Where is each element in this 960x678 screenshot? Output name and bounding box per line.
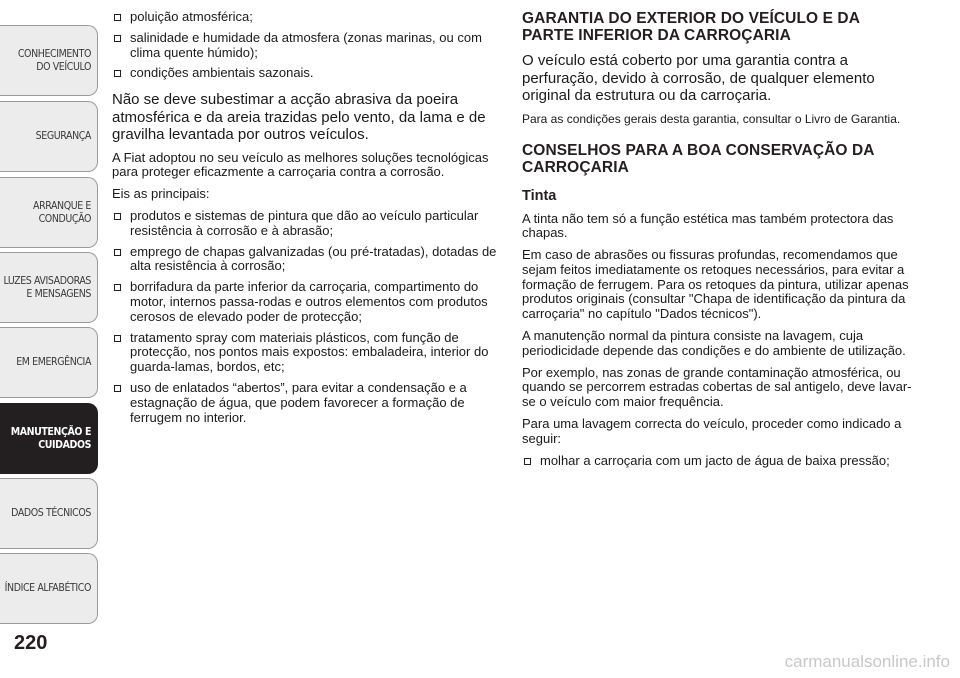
left-column <box>112 10 502 431</box>
checkbox-bullet-icon <box>114 213 121 220</box>
section-heading-conselhos: CONSELHOS PARA A BOA CONSERVAÇÃO DA CARROÇARIA <box>522 141 874 176</box>
list-item: produtos e sistemas de pintura que dão ao veículo particular resistência à corrosão e à abrasão; <box>112 209 502 239</box>
checkbox-bullet-icon <box>114 284 121 291</box>
checkbox-bullet-icon <box>114 249 121 256</box>
paragraph-livro-garantia: Para as condições gerais desta garantia, consultar o Livro de Garantia. <box>522 111 901 126</box>
checkbox-bullet-icon <box>114 335 121 342</box>
list-item: uso de enlatados “abertos”, para evitar a condensação e a estagnação de água, que podem favorecer a formação de ferrugem no interior. <box>112 381 502 425</box>
paragraph-principais: Eis as principais: <box>112 186 210 202</box>
paragraph-retoques: Em caso de abrasões ou fissuras profundas, recomendamos que sejam feitos imediatamente os retoques necessários, para evitar a formação de ferrugem. Para os retoques da pintura, utilizar apenas produtos originais (consultar "Chapa de identificação da pintura da carroçaria" no capítulo "Dados técnicos"). <box>522 247 909 322</box>
list-item: emprego de chapas galvanizadas (ou pré-tratadas), dotadas de alta resistência à corrosão; <box>112 245 502 275</box>
checkbox-bullet-icon <box>114 14 121 21</box>
checkbox-bullet-icon <box>524 458 531 465</box>
checkbox-bullet-icon <box>114 35 121 42</box>
list-item: tratamento spray com materiais plásticos, com função de protecção, nos pontos mais expostos: embaladeira, interior do guarda-lamas, bordos, etc; <box>112 331 502 375</box>
tab-seguranca[interactable]: SEGURANÇA <box>0 101 98 172</box>
tab-manutencao-e-cuidados[interactable]: MANUTENÇÃO E CUIDADOS <box>0 403 98 474</box>
tab-luzes-avisadoras[interactable]: LUZES AVISADORAS E MENSAGENS <box>0 252 98 323</box>
paragraph-manutencao: A manutenção normal da pintura consiste na lavagem, cuja periodicidade depende das condições e do ambiente de utilização. <box>522 328 906 358</box>
section-heading-garantia: GARANTIA DO EXTERIOR DO VEÍCULO E DA PARTE INFERIOR DA CARROÇARIA <box>522 10 860 44</box>
checkbox-bullet-icon <box>114 70 121 77</box>
list-item: poluição atmosférica; <box>112 10 502 25</box>
page-number: 220 <box>14 632 48 654</box>
tab-em-emergencia[interactable]: EM EMERGÊNCIA <box>0 327 98 398</box>
right-column <box>522 10 912 474</box>
paragraph-abrasion: Não se deve subestimar a acção abrasiva da poeira atmosférica e da areia trazidas pelo vento, da lama e de gravilha levantada por outros veículos. <box>112 91 486 144</box>
paragraph-contaminacao: Por exemplo, nas zonas de grande contaminação atmosférica, ou quando se percorrem estradas cobertas de sal antigelo, deve lavar-se o veículo com maior frequência. <box>522 364 912 410</box>
paragraph-garantia: O veículo está coberto por uma garantia contra a perfuração, devido à corrosão, de qualquer elemento original da estrutura ou da carroçaria. <box>522 52 875 104</box>
list-item: molhar a carroçaria com um jacto de água de baixa pressão; <box>522 454 912 469</box>
section-sidebar <box>0 0 100 620</box>
tab-dados-tecnicos[interactable]: DADOS TÉCNICOS <box>0 478 98 549</box>
tab-conhecimento-do-veiculo[interactable]: CONHECIMENTO DO VEÍCULO <box>0 25 98 96</box>
checkbox-bullet-icon <box>114 385 121 392</box>
list-item: salinidade e humidade da atmosfera (zonas marinas, ou com clima quente húmido); <box>112 31 502 61</box>
paragraph-fiat: A Fiat adoptou no seu veículo as melhores soluções tecnológicas para proteger eficazmente a carroçaria contra a corrosão. <box>112 149 489 180</box>
paragraph-lavagem: Para uma lavagem correcta do veículo, proceder como indicado a seguir: <box>522 416 902 446</box>
list-item: borrifadura da parte inferior da carroçaria, compartimento do motor, internos passa-rodas e outros elementos com produtos cerosos de elevado poder de protecção; <box>112 280 502 324</box>
watermark: carmanualsonline.info <box>784 652 950 671</box>
list-item: condições ambientais sazonais. <box>112 66 502 81</box>
subheading-tinta: Tinta <box>522 187 557 204</box>
tab-arranque-e-conducao[interactable]: ARRANQUE E CONDUÇÃO <box>0 177 98 248</box>
paragraph-tinta-funcao: A tinta não tem só a função estética mas também protectora das chapas. <box>522 210 894 241</box>
tab-indice-alfabetico[interactable]: ÍNDICE ALFABÉTICO <box>0 553 98 624</box>
